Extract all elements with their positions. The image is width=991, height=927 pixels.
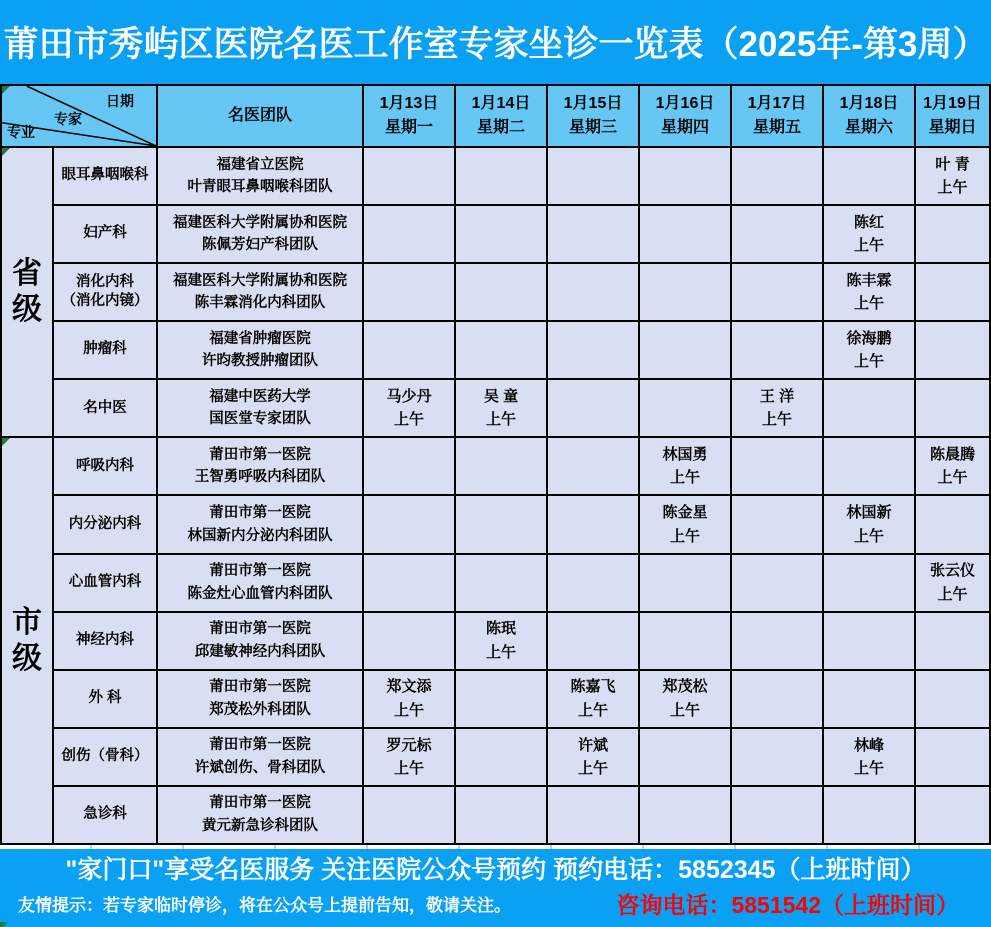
- footer-slogan: "家门口"享受名医服务 关注医院公众号预约 预约电话：5852345（上班时间）: [65, 855, 926, 884]
- schedule-cell: [823, 612, 915, 670]
- schedule-cell: [547, 205, 639, 263]
- specialty-cell: [53, 495, 157, 553]
- level-char: 省: [12, 257, 42, 291]
- page-title: 莆田市秀屿区医院名医工作室专家坐诊一览表（2025年-第3周）: [3, 25, 988, 64]
- schedule-cell: [823, 786, 915, 844]
- session-label: 上午: [937, 179, 968, 197]
- schedule-cell: [915, 263, 990, 321]
- schedule-cell: [915, 786, 990, 844]
- schedule-cell: [363, 321, 455, 379]
- table-row: [1, 786, 990, 844]
- day-week: 星期二: [476, 119, 525, 136]
- doctor-name: 陈红: [853, 213, 884, 231]
- day-date: 1月19日: [923, 95, 982, 112]
- table-row: [1, 612, 990, 670]
- specialty-cell: [53, 612, 157, 670]
- doctor-name: 罗元标: [386, 736, 432, 754]
- day-header-cell: [639, 85, 731, 147]
- schedule-cell: [731, 728, 823, 786]
- team-line: 莆田市第一医院: [209, 563, 311, 580]
- schedule-cell: [915, 612, 990, 670]
- doctor-name: 马少丹: [386, 388, 432, 406]
- schedule-cell: [639, 612, 731, 670]
- team-cell: [157, 379, 363, 437]
- day-week: 星期日: [928, 119, 977, 136]
- schedule-cell: [363, 786, 455, 844]
- team-cell: [157, 263, 363, 321]
- session-label: 上午: [853, 759, 884, 777]
- schedule-cell: [639, 379, 731, 437]
- team-line: 福建中医药大学: [209, 388, 311, 405]
- schedule-cell: [639, 205, 731, 263]
- session-label: 上午: [669, 527, 700, 545]
- day-header-cell: [915, 85, 990, 147]
- specialty-label: 肿瘤科: [83, 341, 127, 358]
- schedule-cell: [455, 495, 547, 553]
- footer-banner: [0, 849, 991, 927]
- schedule-cell: [455, 147, 547, 205]
- schedule-cell: [915, 205, 990, 263]
- schedule-cell: [823, 437, 915, 495]
- day-date: 1月14日: [471, 95, 531, 112]
- team-line: 福建省立医院: [216, 156, 304, 173]
- session-label: 上午: [577, 701, 608, 719]
- team-line: 莆田市第一医院: [209, 446, 311, 463]
- team-line: 莆田市第一医院: [209, 737, 311, 754]
- schedule-cell: [731, 670, 823, 728]
- doctor-name: 许斌: [577, 736, 608, 754]
- excel-corner-marker-icon: [2, 86, 10, 94]
- session-label: 上午: [485, 643, 516, 661]
- specialty-label: 神经内科: [76, 631, 134, 648]
- schedule-cell: [547, 612, 639, 670]
- schedule-cell: [915, 147, 990, 205]
- footer-notice: 友情提示：若专家临时停诊，将在公众号上提前告知，敬请关注。: [18, 896, 511, 915]
- schedule-cell: [639, 321, 731, 379]
- session-label: 上午: [853, 295, 884, 313]
- session-label: 上午: [853, 237, 884, 255]
- session-label: 上午: [853, 527, 884, 545]
- team-line: 福建医科大学附属协和医院: [173, 272, 347, 289]
- doctor-name: 郑文添: [386, 678, 432, 696]
- schedule-cell: [547, 670, 639, 728]
- doctor-name: 林峰: [853, 736, 884, 754]
- team-line: 莆田市第一医院: [209, 621, 311, 638]
- schedule-cell: [639, 263, 731, 321]
- table-row: [1, 554, 990, 612]
- specialty-label: 妇产科: [83, 225, 127, 242]
- team-cell: [157, 321, 363, 379]
- table-row: [1, 670, 990, 728]
- schedule-cell: [455, 321, 547, 379]
- specialty-cell: [53, 379, 157, 437]
- team-line: 林国新内分泌内科团队: [187, 527, 333, 544]
- team-cell: [157, 670, 363, 728]
- schedule-cell: [823, 205, 915, 263]
- level-cell-provincial: [1, 147, 53, 437]
- specialty-cell: [53, 263, 157, 321]
- team-line: 郑茂松外科团队: [209, 701, 311, 718]
- schedule-cell: [639, 437, 731, 495]
- schedule-cell: [639, 728, 731, 786]
- schedule-cell: [823, 670, 915, 728]
- team-line: 福建医科大学附属协和医院: [173, 214, 347, 231]
- schedule-cell: [363, 728, 455, 786]
- doctor-name: 陈晨腾: [929, 446, 975, 464]
- corner-label-expert: 专家: [54, 111, 82, 127]
- team-line: 莆田市第一医院: [209, 505, 311, 522]
- title-banner: [0, 0, 991, 84]
- team-line: 王智勇呼吸内科团队: [194, 469, 326, 486]
- level-cell-municipal: [1, 437, 53, 844]
- team-line: 叶青眼耳鼻咽喉科团队: [187, 179, 333, 196]
- schedule-cell: [547, 147, 639, 205]
- table-row: [1, 147, 990, 205]
- day-header-cell: [363, 85, 455, 147]
- schedule-cell: [639, 670, 731, 728]
- schedule-cell: [915, 379, 990, 437]
- schedule-cell: [731, 205, 823, 263]
- day-date: 1月16日: [655, 95, 715, 112]
- schedule-cell: [823, 554, 915, 612]
- schedule-cell: [547, 321, 639, 379]
- table-row: [1, 728, 990, 786]
- table-row: [1, 437, 990, 495]
- team-cell: [157, 205, 363, 263]
- schedule-cell: [639, 786, 731, 844]
- specialty-cell: [53, 728, 157, 786]
- specialty-label: 名中医: [83, 399, 127, 416]
- schedule-cell: [915, 437, 990, 495]
- schedule-cell: [823, 147, 915, 205]
- session-label: 上午: [937, 469, 968, 487]
- excel-corner-marker-icon: [0, 922, 8, 927]
- table-row: [1, 379, 990, 437]
- session-label: 上午: [393, 701, 424, 719]
- session-label: 上午: [761, 411, 792, 429]
- specialty-label: 急诊科: [83, 806, 127, 823]
- specialty-label: 呼吸内科: [76, 457, 134, 474]
- schedule-cell: [547, 728, 639, 786]
- schedule-cell: [455, 612, 547, 670]
- table-row: [1, 263, 990, 321]
- level-char: 级: [12, 293, 42, 327]
- corner-label-date: 日期: [106, 93, 134, 109]
- doctor-name: 林国勇: [662, 446, 708, 464]
- doctor-name: 陈嘉飞: [570, 678, 616, 696]
- doctor-name: 徐海鹏: [846, 330, 892, 348]
- schedule-cell: [547, 554, 639, 612]
- corner-header-cell: [1, 85, 157, 147]
- schedule-cell: [639, 554, 731, 612]
- schedule-cell: [915, 728, 990, 786]
- schedule-cell: [455, 379, 547, 437]
- specialty-label: 消化内科: [76, 273, 134, 290]
- specialty-label: 眼耳鼻咽喉科: [61, 167, 149, 184]
- footer-info-row: [0, 886, 991, 927]
- schedule-cell: [915, 495, 990, 553]
- session-label: 上午: [485, 411, 516, 429]
- doctor-name: 陈丰霖: [846, 271, 892, 289]
- team-cell: [157, 728, 363, 786]
- schedule-cell: [731, 495, 823, 553]
- schedule-cell: [363, 147, 455, 205]
- schedule-cell: [455, 437, 547, 495]
- specialty-label: 外 科: [88, 689, 122, 706]
- schedule-cell: [547, 263, 639, 321]
- day-date: 1月17日: [747, 95, 807, 112]
- schedule-cell: [547, 786, 639, 844]
- schedule-cell: [731, 437, 823, 495]
- doctor-name: 陈珉: [485, 620, 516, 638]
- schedule-cell: [731, 786, 823, 844]
- team-line: 陈佩芳妇产科团队: [202, 237, 318, 254]
- day-week: 星期五: [752, 119, 801, 136]
- session-label: 上午: [669, 469, 700, 487]
- session-label: 上午: [577, 759, 608, 777]
- specialty-cell: [53, 205, 157, 263]
- team-cell: [157, 612, 363, 670]
- day-header-cell: [455, 85, 547, 147]
- doctor-name: 叶 青: [935, 155, 970, 173]
- schedule-cell: [731, 263, 823, 321]
- day-header-cell: [731, 85, 823, 147]
- schedule-cell: [639, 495, 731, 553]
- team-line: 陈金灶心血管内科团队: [187, 585, 333, 602]
- team-line: 莆田市第一医院: [209, 679, 311, 696]
- team-line: 邱建敏神经内科团队: [194, 643, 326, 660]
- specialty-cell: [53, 786, 157, 844]
- schedule-cell: [823, 321, 915, 379]
- corner-label-major: 专业: [7, 124, 35, 140]
- schedule-cell: [731, 612, 823, 670]
- schedule-cell: [731, 321, 823, 379]
- team-line: 福建省肿瘤医院: [209, 330, 311, 347]
- schedule-table: [0, 84, 991, 845]
- schedule-cell: [363, 612, 455, 670]
- schedule-cell: [363, 263, 455, 321]
- excel-corner-marker-icon: [2, 148, 10, 156]
- team-cell: [157, 495, 363, 553]
- day-header-cell: [547, 85, 639, 147]
- specialty-cell: [53, 670, 157, 728]
- schedule-cell: [915, 554, 990, 612]
- day-header-cell: [823, 85, 915, 147]
- day-week: 星期三: [568, 119, 617, 136]
- session-label: 上午: [393, 411, 424, 429]
- team-line: 陈丰霖消化内科团队: [194, 295, 326, 312]
- specialty-cell: [53, 147, 157, 205]
- schedule-cell: [547, 495, 639, 553]
- table-row: [1, 205, 990, 263]
- team-header-cell: 名医团队: [157, 85, 363, 147]
- level-char: 级: [12, 641, 42, 675]
- schedule-cell: [547, 379, 639, 437]
- team-cell: [157, 786, 363, 844]
- session-label: 上午: [669, 701, 700, 719]
- schedule-cell: [455, 786, 547, 844]
- consult-phone: 咨询电话：5851542（上班时间）: [616, 892, 959, 918]
- specialty-label: 创伤（骨科）: [61, 748, 149, 765]
- team-line: 莆田市第一医院: [209, 795, 311, 812]
- schedule-cell: [915, 321, 990, 379]
- schedule-cell: [455, 670, 547, 728]
- team-cell: [157, 147, 363, 205]
- day-date: 1月18日: [839, 95, 899, 112]
- doctor-name: 陈金星: [662, 504, 708, 522]
- schedule-cell: [731, 554, 823, 612]
- schedule-body: [1, 147, 990, 844]
- day-week: 星期六: [844, 119, 893, 136]
- specialty-cell: [53, 321, 157, 379]
- schedule-cell: [731, 379, 823, 437]
- schedule-cell: [363, 437, 455, 495]
- schedule-cell: [823, 495, 915, 553]
- schedule-cell: [823, 379, 915, 437]
- schedule-cell: [639, 147, 731, 205]
- schedule-cell: [363, 495, 455, 553]
- session-label: 上午: [937, 585, 968, 603]
- table-row: [1, 321, 990, 379]
- schedule-cell: [363, 205, 455, 263]
- session-label: 上午: [853, 353, 884, 371]
- session-label: 上午: [393, 759, 424, 777]
- doctor-name: 林国新: [846, 504, 892, 522]
- day-week: 星期四: [660, 119, 709, 136]
- schedule-cell: [363, 554, 455, 612]
- day-week: 星期一: [384, 119, 433, 136]
- doctor-name: 吴 童: [483, 388, 519, 406]
- schedule-header: [1, 85, 990, 147]
- team-line: 国医堂专家团队: [209, 411, 311, 428]
- schedule-cell: [363, 379, 455, 437]
- schedule-cell: [455, 205, 547, 263]
- schedule-cell: [455, 554, 547, 612]
- schedule-cell: [915, 670, 990, 728]
- schedule-cell: [823, 728, 915, 786]
- excel-corner-marker-icon: [2, 438, 10, 446]
- team-cell: [157, 437, 363, 495]
- schedule-cell: [731, 147, 823, 205]
- day-date: 1月15日: [563, 95, 623, 112]
- schedule-cell: [455, 263, 547, 321]
- schedule-cell: [823, 263, 915, 321]
- team-line: 许斌创伤、骨科团队: [194, 759, 326, 776]
- doctor-name: 郑茂松: [662, 678, 708, 696]
- header-row: [1, 85, 990, 147]
- schedule-cell: [455, 728, 547, 786]
- team-line: 许昀教授肿瘤团队: [202, 353, 318, 370]
- day-date: 1月13日: [379, 95, 439, 112]
- doctor-name: 张云仪: [929, 562, 975, 580]
- specialty-cell: [53, 554, 157, 612]
- schedule-cell: [363, 670, 455, 728]
- doctor-name: 王 洋: [759, 388, 795, 406]
- specialty-label: （消化内镜）: [61, 293, 149, 310]
- level-char: 市: [12, 605, 42, 639]
- specialty-label: 内分泌内科: [68, 515, 142, 532]
- schedule-cell: [547, 437, 639, 495]
- specialty-cell: [53, 437, 157, 495]
- specialty-label: 心血管内科: [68, 573, 142, 590]
- team-line: 黄元新急诊科团队: [202, 817, 318, 834]
- table-row: [1, 495, 990, 553]
- team-cell: [157, 554, 363, 612]
